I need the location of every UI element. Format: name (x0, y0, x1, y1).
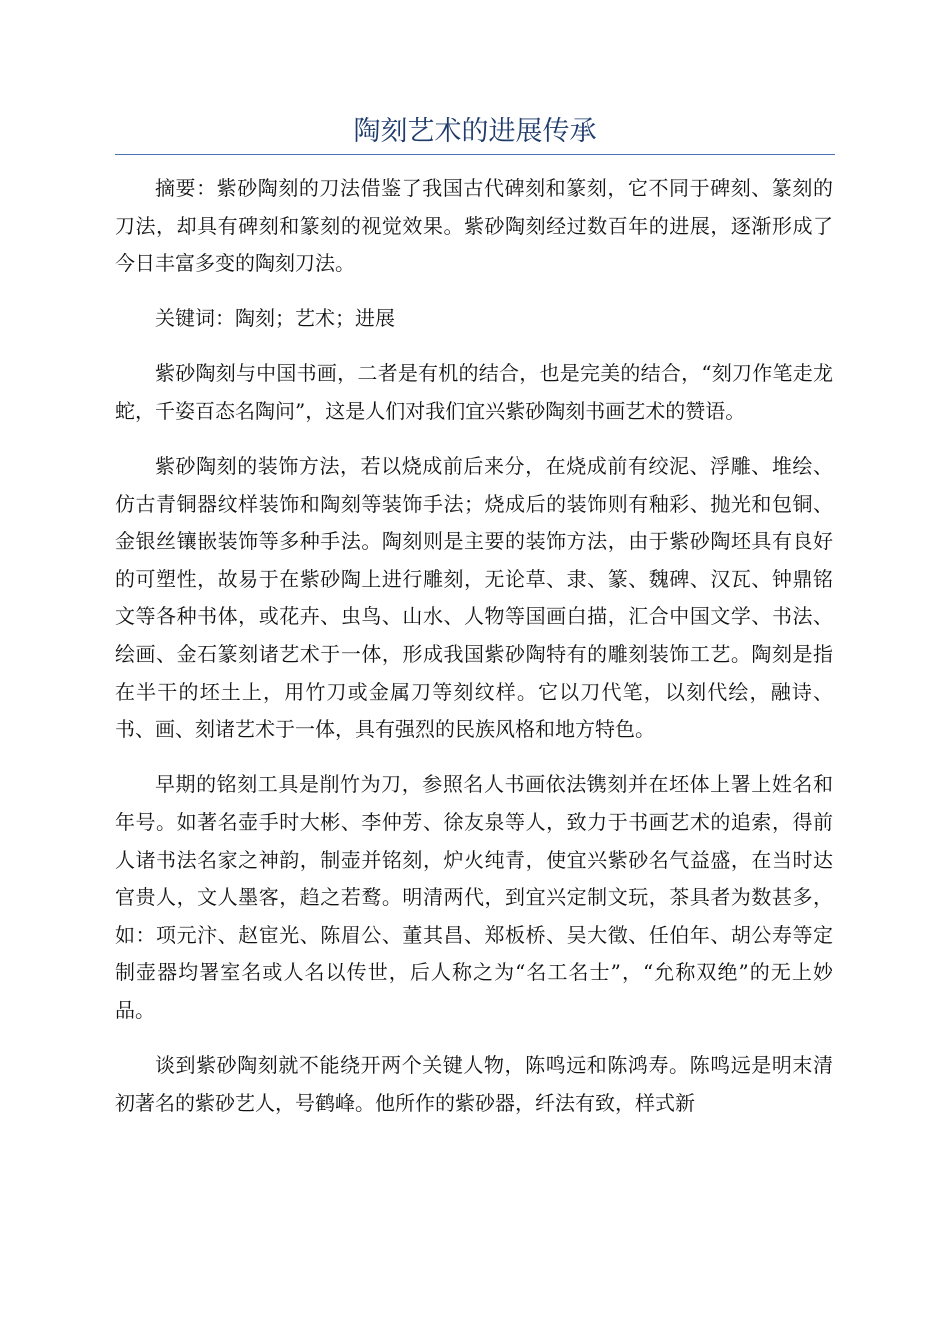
body-paragraph: 早期的铭刻工具是削竹为刀，参照名人书画依法镌刻并在坯体上署上姓名和年号。如著名壶手时大彬、李仲芳、徐友泉等人，致力于书画艺术的追索，得前人诸书法名家之神韵，制壶并铭刻，炉火纯青，使宜兴紫砂名气益盛，在当时达官贵人，文人墨客，趋之若鹜。明清两代，到宜兴定制文玩，茶具者为数甚多，如：项元汴、赵宦光、陈眉公、董其昌、郑板桥、吴大徵、任伯年、胡公寿等定制壶器均署室名或人名以传世，后人称之为“名工名士”，“允称双绝”的无上妙品。 (115, 772, 833, 1022)
body-paragraph: 紫砂陶刻的装饰方法，若以烧成前后来分，在烧成前有绞泥、浮雕、堆绘、仿古青铜器纹样装饰和陶刻等装饰手法；烧成后的装饰则有釉彩、抛光和包铜、金银丝镶嵌装饰等多种手法。陶刻则是主要的装饰方法，由于紫砂陶坯具有良好的可塑性，故易于在紫砂陶上进行雕刻，无论草、隶、篆、魏碑、汉瓦、钟鼎铭文等各种书体，或花卉、虫鸟、山水、人物等国画白描，汇合中国文学、书法、绘画、金石篆刻诸艺术于一体，形成我国紫砂陶特有的雕刻装饰工艺。陶刻是指在半干的坯土上，用竹刀或金属刀等刻纹样。它以刀代笔，以刻代绘，融诗、书、画、刻诸艺术于一体，具有强烈的民族风格和地方特色。 (115, 454, 833, 742)
abstract-paragraph: 摘要：紫砂陶刻的刀法借鉴了我国古代碑刻和篆刻，它不同于碑刻、篆刻的刀法，却具有碑刻和篆刻的视觉效果。紫砂陶刻经过数百年的进展，逐渐形成了今日丰富多变的陶刻刀法。 (115, 176, 833, 276)
title-underline (115, 154, 835, 155)
keywords-paragraph: 关键词：陶刻；艺术；进展 (155, 306, 395, 331)
document-title: 陶刻艺术的进展传承 (353, 116, 597, 147)
body-paragraph: 谈到紫砂陶刻就不能绕开两个关键人物，陈鸣远和陈鸿寿。陈鸣远是明末清初著名的紫砂艺人，号鹤峰。他所作的紫砂器，纤法有致，样式新 (115, 1052, 833, 1115)
document-body (115, 170, 833, 1140)
body-paragraph: 紫砂陶刻与中国书画，二者是有机的结合，也是完美的结合，“刻刀作笔走龙蛇，千姿百态名陶问”，这是人们对我们宜兴紫砂陶刻书画艺术的赞语。 (115, 361, 833, 423)
